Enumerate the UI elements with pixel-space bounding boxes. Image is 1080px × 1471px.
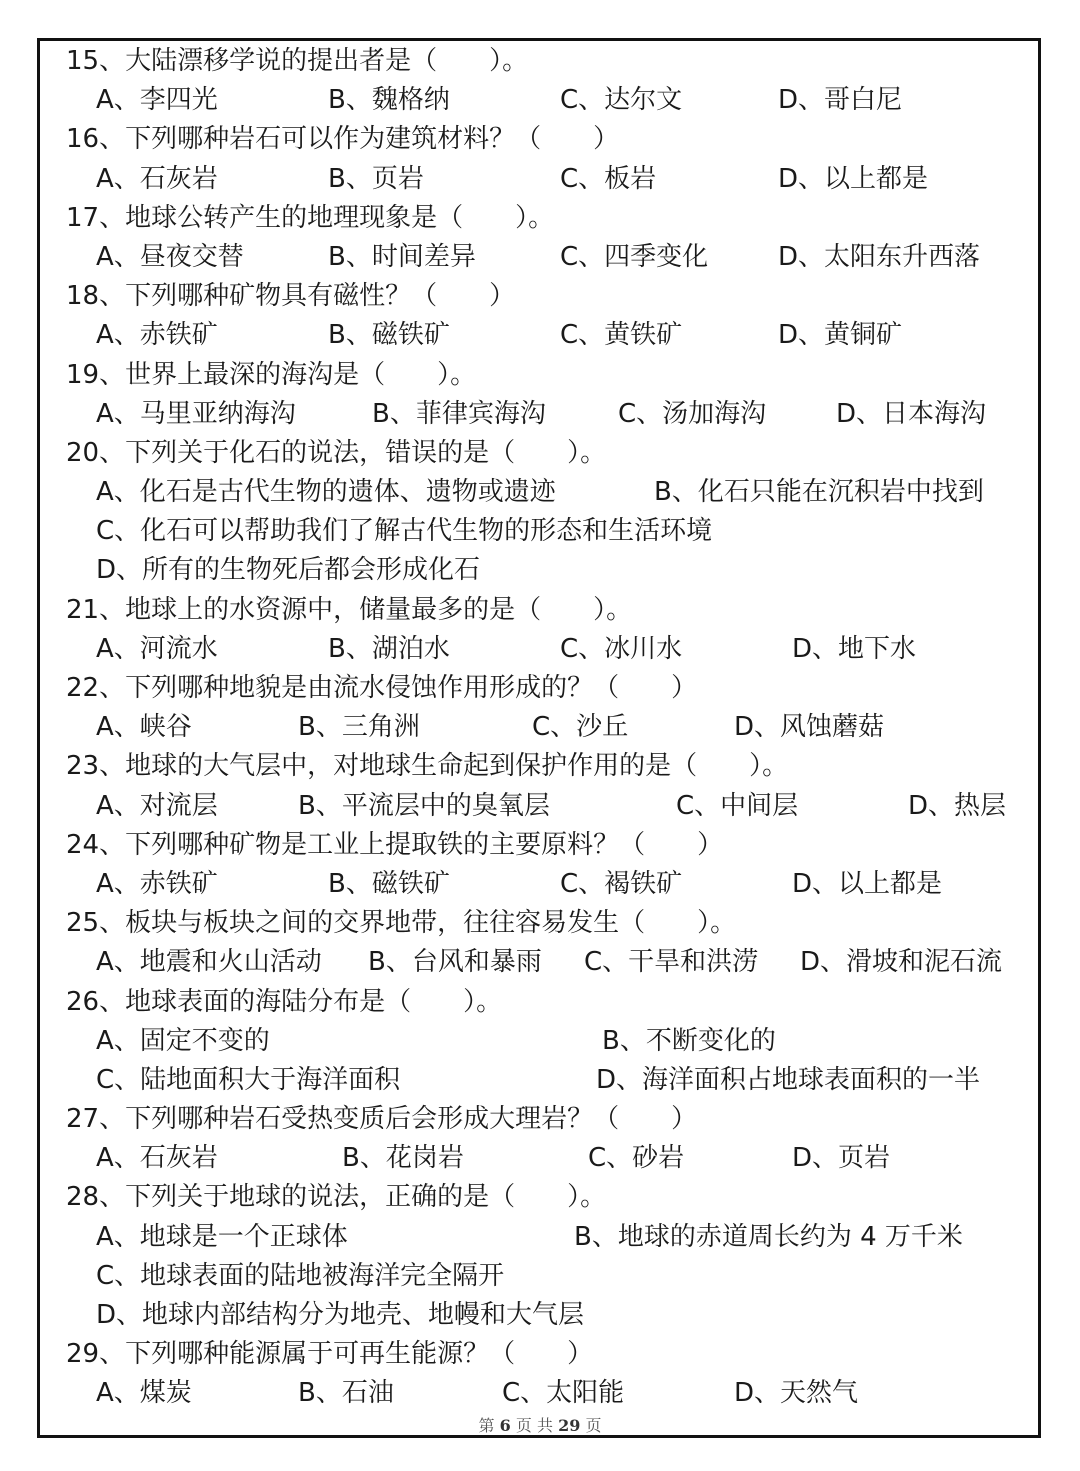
option-row [66,787,1026,826]
option-row [66,1139,1026,1178]
answer-option: B、菲律宾海沟 [372,398,546,429]
footer-total-pages: 29 [558,1416,581,1435]
answer-option: B、石油 [298,1378,394,1409]
question-stem: 16、下列哪种岩石可以作为建筑材料？（ ） [66,124,620,155]
option-row [66,1022,1026,1061]
answer-option: A、峡谷 [96,712,192,743]
answer-option: C、冰川水 [560,633,683,664]
option-row [66,1218,1026,1257]
answer-option: C、沙丘 [532,712,629,743]
answer-option: A、马里亚纳海沟 [96,398,296,429]
question-stem: 28、下列关于地球的说法，正确的是（ ）。 [66,1182,607,1213]
option-row [66,512,1026,551]
answer-option: D、海洋面积占地球表面积的一半 [596,1064,981,1095]
option-row [66,473,1026,512]
question-stem: 27、下列哪种岩石受热变质后会形成大理岩？（ ） [66,1104,698,1135]
option-row [66,160,1026,199]
answer-option: D、黄铜矿 [778,320,903,351]
question-stem: 23、地球的大气层中，对地球生命起到保护作用的是（ ）。 [66,751,789,782]
answer-option: D、日本海沟 [836,398,987,429]
option-row [66,1257,1026,1296]
answer-option: C、板岩 [560,163,657,194]
question-stem: 19、世界上最深的海沟是（ ）。 [66,359,477,390]
answer-option: A、赤铁矿 [96,868,218,899]
option-row [66,238,1026,277]
answer-option: B、不断变化的 [602,1025,776,1056]
footer-middle: 页 共 [515,1416,553,1435]
answer-option: B、魏格纳 [328,85,450,116]
answer-option: A、李四光 [96,85,218,116]
answer-option: A、赤铁矿 [96,320,218,351]
answer-option: B、三角洲 [298,712,420,743]
answer-option: B、磁铁矿 [328,320,450,351]
answer-option: C、中间层 [676,790,799,821]
answer-option: D、天然气 [734,1378,859,1409]
question-stem: 21、地球上的水资源中，储量最多的是（ ）。 [66,594,633,625]
question-stem: 29、下列哪种能源属于可再生能源？（ ） [66,1339,594,1370]
question-stem: 17、地球公转产生的地理现象是（ ）。 [66,202,555,233]
answer-option: B、页岩 [328,163,424,194]
answer-option: D、太阳东升西落 [778,241,981,272]
answer-option: C、褐铁矿 [560,868,683,899]
option-row [66,1374,1026,1413]
answer-option: C、干旱和洪涝 [584,947,759,978]
question-list [66,42,1026,1414]
answer-option: A、石灰岩 [96,163,218,194]
answer-option: A、昼夜交替 [96,241,244,272]
option-row [66,943,1026,982]
question-stem: 20、下列关于化石的说法，错误的是（ ）。 [66,437,607,468]
answer-option: C、四季变化 [560,241,709,272]
answer-option: B、湖泊水 [328,633,450,664]
answer-option: D、以上都是 [792,868,943,899]
answer-option: C、汤加海沟 [618,398,767,429]
answer-option: C、砂岩 [588,1143,685,1174]
question-stem: 25、板块与板块之间的交界地带，往往容易发生（ ）。 [66,908,737,939]
question-stem: 22、下列哪种地貌是由流水侵蚀作用形成的？（ ） [66,673,698,703]
page-footer [0,1413,1080,1436]
option-row [66,316,1026,355]
answer-option: C、黄铁矿 [560,320,683,351]
question-stem: 26、地球表面的海陆分布是（ ）。 [66,986,503,1017]
option-row [66,630,1026,669]
answer-option: C、太阳能 [502,1378,625,1409]
question-stem: 15、大陆漂移学说的提出者是（ ）。 [66,46,529,76]
answer-option: A、河流水 [96,633,218,664]
answer-option: D、地下水 [792,633,917,664]
answer-option: A、对流层 [96,790,218,821]
option-row [66,1296,1026,1335]
answer-option: D、热层 [908,790,1007,821]
answer-option: A、化石是古代生物的遗体、遗物或遗迹 [96,477,556,508]
answer-option: C、陆地面积大于海洋面积 [96,1064,401,1095]
answer-option: A、石灰岩 [96,1143,218,1174]
answer-option: A、固定不变的 [96,1025,270,1056]
answer-option: B、平流层中的臭氧层 [298,790,550,821]
answer-option: D、哥白尼 [778,85,903,116]
option-row [66,865,1026,904]
answer-option: B、台风和暴雨 [368,947,542,978]
answer-option: A、地球是一个正球体 [96,1221,348,1252]
question-stem: 24、下列哪种矿物是工业上提取铁的主要原料？（ ） [66,829,724,860]
answer-option: B、地球的赤道周长约为 4 万千米 [574,1221,963,1252]
option-row [66,708,1026,747]
option-row [66,81,1026,120]
answer-option: A、煤炭 [96,1378,192,1409]
answer-option: D、地球内部结构分为地壳、地幔和大气层 [96,1300,585,1330]
answer-option: B、花岗岩 [342,1143,464,1174]
footer-page-number: 6 [499,1416,511,1435]
question-stem: 18、下列哪种矿物具有磁性？（ ） [66,281,516,312]
option-row [66,551,1026,590]
option-row [66,395,1026,434]
answer-option: B、磁铁矿 [328,868,450,899]
answer-option: C、达尔文 [560,85,683,116]
answer-option: D、滑坡和泥石流 [800,947,1003,978]
answer-option: B、时间差异 [328,241,476,272]
option-row [66,1061,1026,1100]
answer-option: D、页岩 [792,1143,891,1174]
footer-prefix: 第 [478,1416,495,1435]
answer-option: D、风蚀蘑菇 [734,712,885,743]
answer-option: D、所有的生物死后都会形成化石 [96,555,481,586]
footer-suffix: 页 [585,1416,602,1435]
answer-option: C、地球表面的陆地被海洋完全隔开 [96,1260,505,1291]
answer-option: D、以上都是 [778,163,929,194]
answer-option: B、化石只能在沉积岩中找到 [654,477,984,508]
answer-option: C、化石可以帮助我们了解古代生物的形态和生活环境 [96,516,713,547]
answer-option: A、地震和火山活动 [96,947,322,978]
